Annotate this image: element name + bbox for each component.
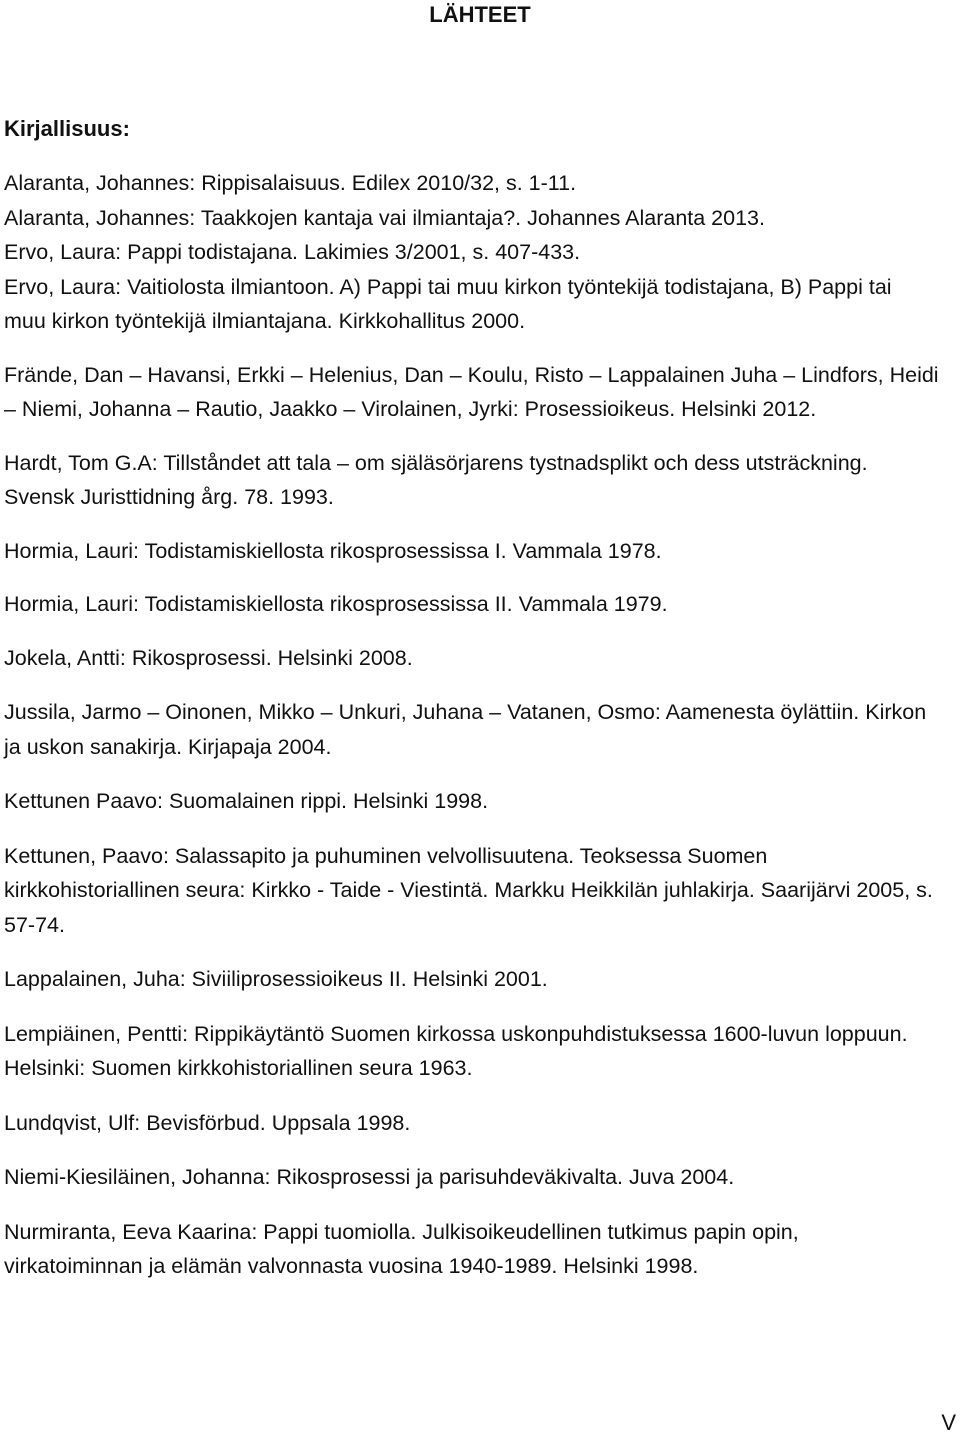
reference-item: Kettunen Paavo: Suomalainen rippi. Helsinki 1998. (4, 789, 489, 813)
reference-item: Niemi-Kiesiläinen, Johanna: Rikosprosessi ja parisuhdeväkivalta. Juva 2004. (4, 1165, 735, 1189)
reference-item: Alaranta, Johannes: Rippisalaisuus. Edilex 2010/32, s. 1-11. (4, 171, 577, 195)
reference-item: Lappalainen, Juha: Siviiliprosessioikeus II. Helsinki 2001. (4, 967, 548, 991)
page-number: V (941, 1410, 956, 1435)
reference-item: Kettunen, Paavo: Salassapito ja puhuminen velvollisuutena. Teoksessa Suomen kirkkohistoriallinen seura: Kirkko - Taide - Viestintä. Markku Heikkilän juhlakirja. Saarijärvi 2005, s. 57-74. (4, 843, 933, 937)
reference-item: Jussila, Jarmo – Oinonen, Mikko – Unkuri, Juhana – Vatanen, Osmo: Aamenesta öylättiin. Kirkon ja uskon sanakirja. Kirjapaja 2004. (4, 700, 927, 759)
reference-item: Hormia, Lauri: Todistamiskiellosta rikosprosessissa II. Vammala 1979. (4, 592, 668, 616)
page-title: LÄHTEET (429, 2, 531, 27)
section-heading: Kirjallisuus: (4, 116, 130, 141)
reference-item: Nurmiranta, Eeva Kaarina: Pappi tuomiolla. Julkisoikeudellinen tutkimus papin opin, virkatoiminnan ja elämän valvonnasta vuosina 1940-1989. Helsinki 1998. (4, 1219, 799, 1278)
reference-item: Alaranta, Johannes: Taakkojen kantaja vai ilmiantaja?. Johannes Alaranta 2013. (4, 205, 765, 230)
reference-item: Ervo, Laura: Vaitiolosta ilmiantoon. A) Pappi tai muu kirkon työntekijä todistajana, B) Pappi tai muu kirkon työntekijä ilmiantajana. Kirkkohallitus 2000. (4, 274, 892, 333)
reference-item: Lundqvist, Ulf: Bevisförbud. Uppsala 1998. (4, 1110, 411, 1135)
reference-item: Lempiäinen, Pentti: Rippikäytäntö Suomen kirkossa uskonpuhdistuksessa 1600-luvun loppuun. Helsinki: Suomen kirkkohistoriallinen seura 1963. (4, 1021, 908, 1080)
reference-item: Hardt, Tom G.A: Tillståndet att tala – om själäsörjarens tystnadsplikt och dess utsträckning. Svensk Juristtidning årg. 78. 1993. (4, 450, 868, 509)
reference-list (4, 166, 939, 1284)
reference-item: Frände, Dan – Havansi, Erkki – Helenius, Dan – Koulu, Risto – Lappalainen Juha – Lindfors, Heidi – Niemi, Johanna – Rautio, Jaakko – Virolainen, Jyrki: Prosessioikeus. Helsinki 2012. (4, 362, 939, 421)
reference-item: Hormia, Lauri: Todistamiskiellosta rikosprosessissa I. Vammala 1978. (4, 538, 662, 563)
reference-item: Jokela, Antti: Rikosprosessi. Helsinki 2008. (4, 645, 413, 670)
reference-item: Ervo, Laura: Pappi todistajana. Lakimies 3/2001, s. 407-433. (4, 240, 581, 264)
